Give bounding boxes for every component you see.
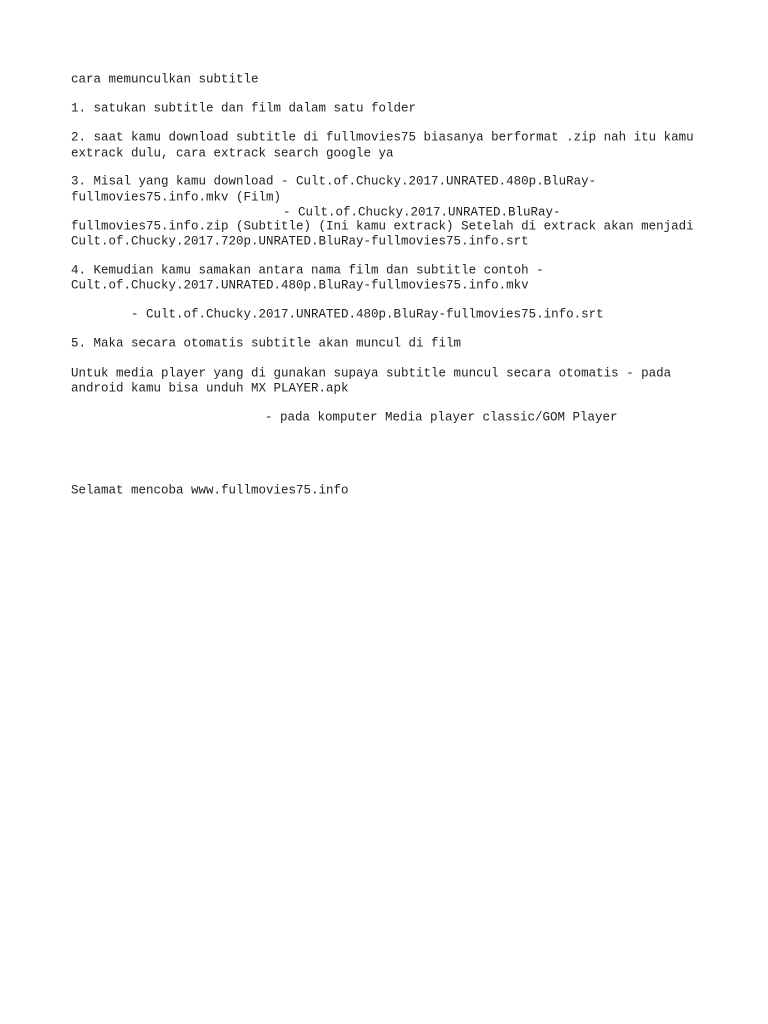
player-note-line-3: - pada komputer Media player classic/GOM Player — [265, 410, 618, 425]
step-4-line-2: Cult.of.Chucky.2017.UNRATED.480p.BluRay-fullmovies75.info.mkv — [71, 278, 529, 293]
step-2-line-2: extrack dulu, cara extrack search google ya — [71, 146, 394, 161]
step-3-line-3: - Cult.of.Chucky.2017.UNRATED.BluRay- — [283, 205, 561, 220]
player-note-line-1: Untuk media player yang di gunakan supaya subtitle muncul secara otomatis - pada — [71, 366, 672, 381]
step-4-line-3: - Cult.of.Chucky.2017.UNRATED.480p.BluRay-fullmovies75.info.srt — [131, 307, 604, 322]
step-1: 1. satukan subtitle dan film dalam satu folder — [71, 101, 417, 116]
step-3-line-4: fullmovies75.info.zip (Subtitle) (Ini kamu extrack) Setelah di extrack akan menjadi — [71, 219, 694, 234]
closing-line: Selamat mencoba www.fullmovies75.info — [71, 483, 349, 498]
step-3-line-1: 3. Misal yang kamu download - Cult.of.Chucky.2017.UNRATED.480p.BluRay- — [71, 174, 597, 189]
step-3-line-2: fullmovies75.info.mkv (Film) — [71, 190, 282, 205]
document-title: cara memunculkan subtitle — [71, 72, 259, 87]
step-2-line-1: 2. saat kamu download subtitle di fullmovies75 biasanya berformat .zip nah itu kamu — [71, 130, 694, 145]
step-3-line-5: Cult.of.Chucky.2017.720p.UNRATED.BluRay-fullmovies75.info.srt — [71, 234, 529, 249]
player-note-line-2: android kamu bisa unduh MX PLAYER.apk — [71, 381, 349, 396]
step-4-line-1: 4. Kemudian kamu samakan antara nama film dan subtitle contoh - — [71, 263, 544, 278]
step-5: 5. Maka secara otomatis subtitle akan muncul di film — [71, 336, 462, 351]
